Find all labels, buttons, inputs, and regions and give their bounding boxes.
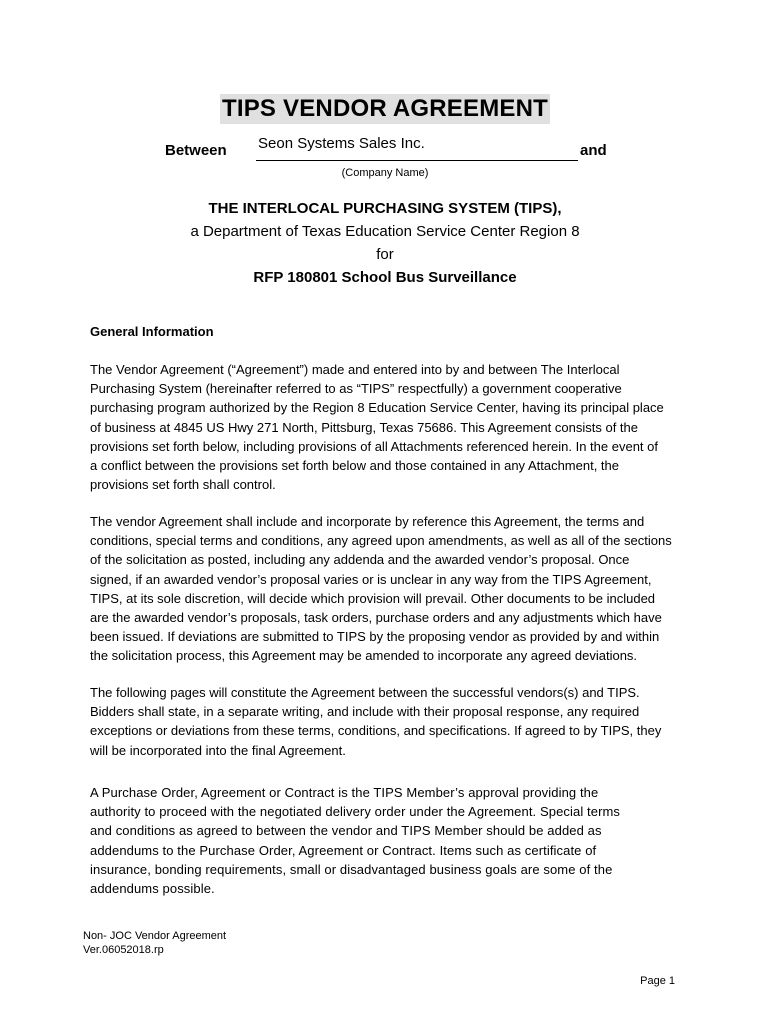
for-label: for [376,246,394,263]
company-name-caption: (Company Name) [341,167,429,179]
paragraph: The vendor Agreement shall include and incorporate by reference this Agreement, the terms and conditions, special terms and conditions, any agreed upon amendments, as well as all of the sections of the solicitation as posted, including any addenda and the awarded vendor’s proposal. Once signed, if an awarded vendor’s proposal varies or is unclear in any way from the TIPS Agreement, TIPS, at its sole discretion, will decide which provision will prevail. Other documents to be included are the awarded vendor’s proposals, task orders, purchase orders and any adjustments which have been issued. If deviations are submitted to TIPS by the proposing vendor as provided by and within the solicitation process, this Agreement may be amended to incorporate any agreed deviations. [90,514,672,664]
and-label: and [580,142,607,159]
footer-version: Non- JOC Vendor Agreement Ver.06052018.rp [83,930,227,956]
department-line: a Department of Texas Education Service Center Region 8 [190,223,580,240]
party-block [0,197,770,289]
organization-name: THE INTERLOCAL PURCHASING SYSTEM (TIPS), [208,200,562,217]
paragraph: The following pages will constitute the Agreement between the successful vendors(s) and TIPS. Bidders shall state, in a separate writing, and include with their proposal response, any required exceptions or deviations from these terms, conditions, and specifications. If agreed to by TIPS, they will be incorporated into the final Agreement. [90,685,662,758]
page-number: Page 1 [640,975,675,987]
between-label: Between [165,142,227,159]
rfp-line: RFP 180801 School Bus Surveillance [253,269,517,286]
company-name-value[interactable]: Seon Systems Sales Inc. [258,135,425,152]
document-title: TIPS VENDOR AGREEMENT [221,95,548,122]
paragraph: The Vendor Agreement (“Agreement”) made and entered into by and between The Interlocal Purchasing System (hereinafter referred to as “TIPS” respectfully) a government cooperative purchasing program authorized by the Region 8 Education Service Center, having its principal place of business at 4845 US Hwy 271 North, Pittsburg, Texas 75686. This Agreement consists of the provisions set forth below, including provisions of all Attachments referenced herein. In the event of a conflict between the provisions set forth below and those contained in any Attachment, the provisions set forth shall control. [90,362,664,493]
section-heading: General Information [90,324,214,339]
between-row [0,134,770,166]
company-name-field[interactable] [256,134,578,161]
paragraph: A Purchase Order, Agreement or Contract is the TIPS Member’s approval providing the authority to proceed with the negotiated delivery order under the Agreement. Special terms and conditions as agreed to between the vendor and TIPS Member should be added as addendums to the Purchase Order, Agreement or Contract. Items such as certificate of insurance, bonding requirements, small or disadvantaged business goals are some of the addendums possible. [90,785,621,897]
title-wrap [0,94,770,124]
